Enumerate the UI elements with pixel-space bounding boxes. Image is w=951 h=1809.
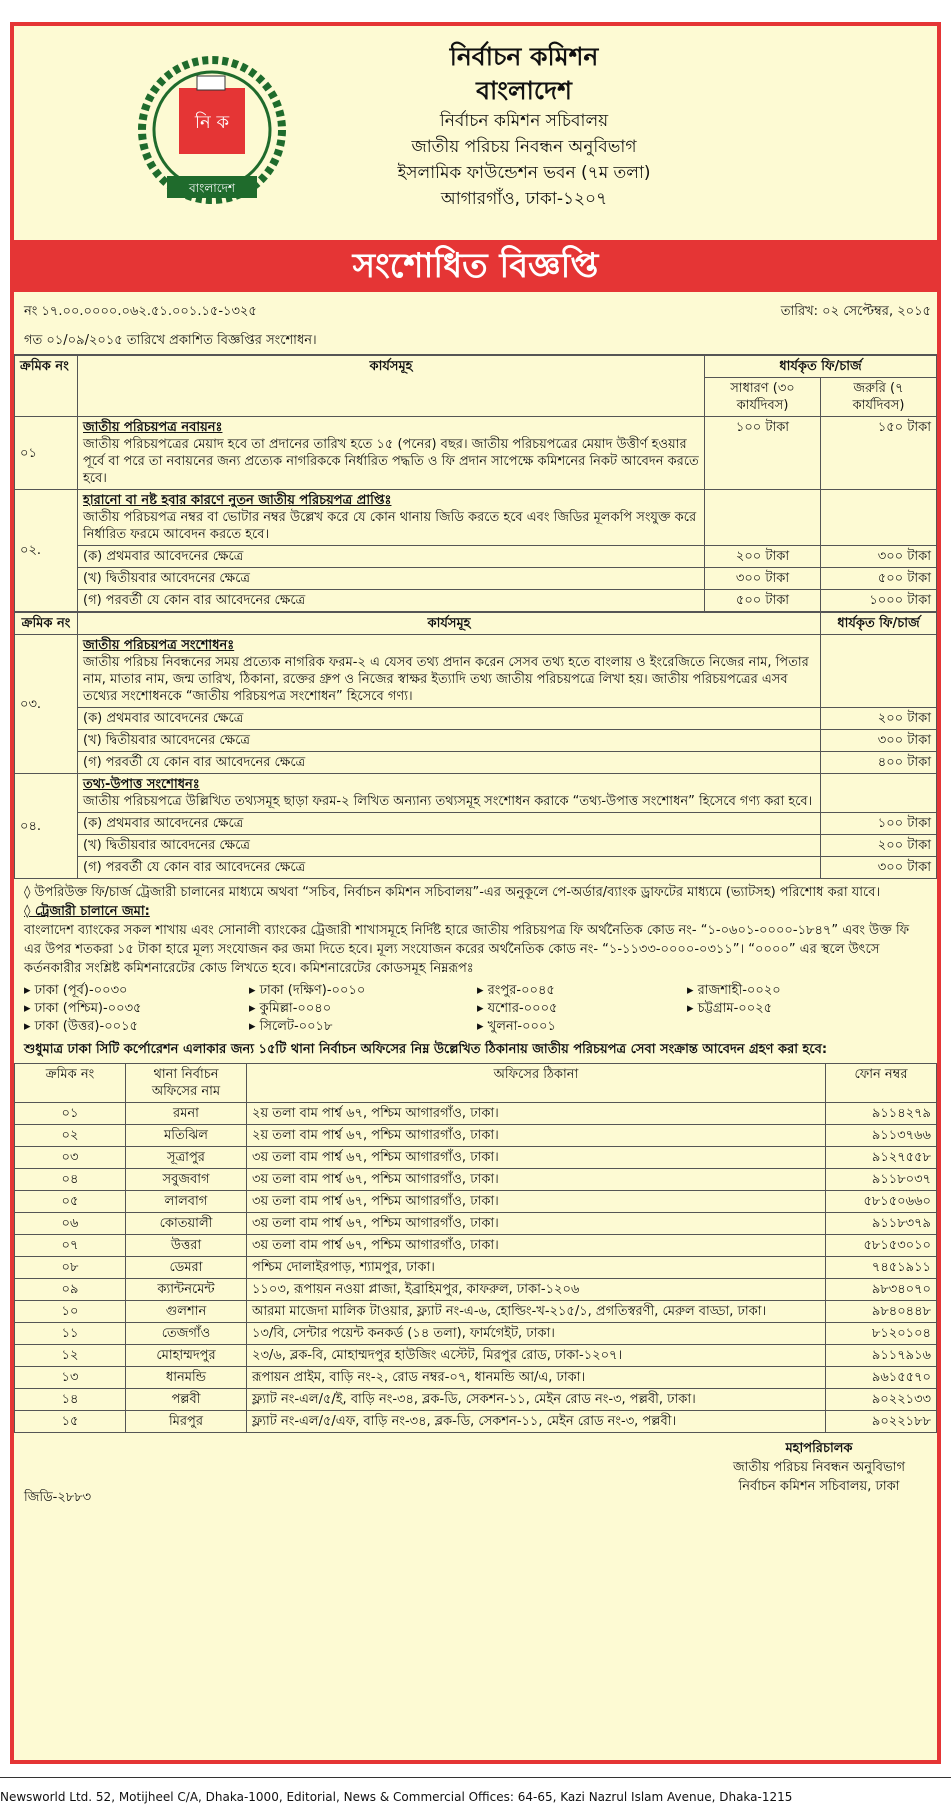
election-commission-logo xyxy=(137,48,287,213)
office-address: ২য় তলা বাম পার্শ্ব ৬৭, পশ্চিম আগারগাঁও, ঢাকা। xyxy=(247,1125,826,1147)
office-phone: ৯১১৩৭৬৬ xyxy=(826,1125,937,1147)
office-name: গুলশান xyxy=(126,1301,247,1323)
table-row xyxy=(15,1191,937,1213)
table-row xyxy=(15,1367,937,1389)
office-serial: ০৩ xyxy=(15,1147,126,1169)
r4-a: (ক) প্রথমবার আবেদনের ক্ষেত্রে xyxy=(78,813,821,835)
office-address: ৩য় তলা বাম পার্শ্ব ৬৭, পশ্চিম আগারগাঁও, ঢাকা। xyxy=(247,1147,826,1169)
r3-b-fee: ৩০০ টাকা xyxy=(821,730,937,752)
office-phone: ৯০২২১৮৮ xyxy=(826,1411,937,1433)
signatory-title: মহাপরিচালক xyxy=(785,1441,853,1456)
office-name: উত্তরা xyxy=(126,1235,247,1257)
office-address: ৩য় তলা বাম পার্শ্ব ৬৭, পশ্চিম আগারগাঁও, ঢাকা। xyxy=(247,1169,826,1191)
office-serial: ১৫ xyxy=(15,1411,126,1433)
table-row xyxy=(15,1279,937,1301)
code-item: ▸ যশোর-০০০৫ xyxy=(477,1001,558,1016)
r4-fee-empty xyxy=(821,774,937,813)
org-name: নির্বাচন কমিশন xyxy=(449,42,599,71)
r3-task xyxy=(78,635,821,708)
memo-line xyxy=(14,292,937,328)
office-serial: ১০ xyxy=(15,1301,126,1323)
th-office-address: অফিসের ঠিকানা xyxy=(247,1064,826,1103)
office-address: ৩য় তলা বাম পার্শ্ব ৬৭, পশ্চিম আগারগাঁও, ঢাকা। xyxy=(247,1213,826,1235)
r3-title: জাতীয় পরিচয়পত্র সংশোধনঃ xyxy=(83,638,235,653)
office-serial: ০৫ xyxy=(15,1191,126,1213)
table-row xyxy=(15,1411,937,1433)
payment-p1: ◊ উপরিউক্ত ফি/চার্জ ট্রেজারী চালানের মাধ্যমে অথবা “সচিব, নির্বাচন কমিশন সচিবালয়”-এর অনুকূলে পে-অর্ডার/ব্যাংক ড্রাফটের মাধ্যমে (ভ্যাটসহ) পরিশোধ করা যাবে। xyxy=(24,885,881,900)
office-address: ২৩/৬, ব্লক-বি, মোহাম্মদপুর হাউজিং এস্টেট, মিরপুর রোড, ঢাকা-১২০৭। xyxy=(247,1345,826,1367)
th-task: কার্যসমূহ xyxy=(78,356,705,417)
r3-c-fee: ৪০০ টাকা xyxy=(821,752,937,774)
r2-a-urgent: ৩০০ টাকা xyxy=(821,546,937,568)
memo-date: তারিখ: ০২ সেপ্টেম্বর, ২০১৫ xyxy=(780,304,931,319)
table-row xyxy=(15,1147,937,1169)
signatory-office: নির্বাচন কমিশন সচিবালয়, ঢাকা xyxy=(738,1479,900,1494)
office-serial: ১১ xyxy=(15,1323,126,1345)
r3-a: (ক) প্রথমবার আবেদনের ক্ষেত্রে xyxy=(78,708,821,730)
table-row xyxy=(15,1103,937,1125)
dhaka-note: শুধুমাত্র ঢাকা সিটি কর্পোরেশন এলাকার জন্য ১৫টি থানা নির্বাচন অফিসের নিম্ন উল্লেখিত ঠিকানায় জাতীয় পরিচয়পত্র সেবা সংক্রান্ত আবেদন গ্রহণ করা হবে: xyxy=(24,1042,828,1057)
office-name: ধানমন্ডি xyxy=(126,1367,247,1389)
office-phone: ৮১২০১০৪ xyxy=(826,1323,937,1345)
office-phone: ৫৮১৫০৬৬০ xyxy=(826,1191,937,1213)
office-address: ১৩/বি, সেন্টার পয়েন্ট কনকর্ড (১৪ তলা), ফার্মগেইট, ঢাকা। xyxy=(247,1323,826,1345)
office-name: মিরপুর xyxy=(126,1411,247,1433)
r2-c-urgent: ১০০০ টাকা xyxy=(821,590,937,612)
office-serial: ০৪ xyxy=(15,1169,126,1191)
code-item: ▸ কুমিল্লা-০০৪০ xyxy=(249,1001,332,1016)
code-item: ▸ সিলেট-০০১৮ xyxy=(249,1019,333,1034)
r4-text: জাতীয় পরিচয়পত্রে উল্লিখিত তথ্যসমূহ ছাড়া ফরম-২ লিখিত অন্যান্য তথ্যসমূহ সংশোধন করাকে “তথ্য-উপাত্ত সংশোধন” হিসেবে গণ্য করা হবে। xyxy=(83,794,813,809)
r2-serial: ০২. xyxy=(15,490,78,612)
r1-normal: ১০০ টাকা xyxy=(705,417,821,490)
th-office-serial: ক্রমিক নং xyxy=(15,1064,126,1103)
code-item: ▸ ঢাকা (পূর্ব)-০০৩০ xyxy=(24,983,128,998)
office-name: সবুজবাগ xyxy=(126,1169,247,1191)
r4-c: (গ) পরবর্তী যে কোন বার আবেদনের ক্ষেত্রে xyxy=(78,857,821,879)
office-serial: ১৩ xyxy=(15,1367,126,1389)
r4-serial: ০৪. xyxy=(15,774,78,879)
table-row xyxy=(15,1345,937,1367)
office-phone: ৯৮৪০৪৪৮ xyxy=(826,1301,937,1323)
table-row xyxy=(15,1389,937,1411)
th2-serial: ক্রমিক নং xyxy=(15,613,78,635)
fee-table-1 xyxy=(14,355,937,612)
office-phone: ৫৮১৫৩০১০ xyxy=(826,1235,937,1257)
office-address: ফ্ল্যাট নং-এল/৫/এফ, বাড়ি নং-৩৪, ব্লক-ডি, সেকশন-১১, মেইন রোড নং-৩, পল্লবী। xyxy=(247,1411,826,1433)
table-row xyxy=(15,1257,937,1279)
th2-fee: ধার্যকৃত ফি/চার্জ xyxy=(821,613,937,635)
payment-p2-text: বাংলাদেশ ব্যাংকের সকল শাখায় এবং সোনালী ব্যাংকের ট্রেজারী শাখাসমূহে নির্দিষ্ট হারে জাতীয় পরিচয়পত্র ফি অর্থনৈতিক কোড নং- “১-০৬০১-০০০০-১৮৪৭” এবং উক্ত ফি এর উপর শতকরা ১৫ টাকা হারে মূল্য সংযোজন কর জমা দিতে হবে। মূল্য সংযোজন করের অর্থনৈতিক কোড নং- “১-১১৩৩-০০০০-০৩১১”। “০০০০” এর স্থলে উৎসে কর্তনকারীর সংশ্লিষ্ট কমিশনারেটের কোড লিখতে হবে। কমিশনারেটের কোডসমূহ নিম্নরূপঃ xyxy=(24,923,910,976)
header-text xyxy=(314,40,734,212)
r3-b: (খ) দ্বিতীয়বার আবেদনের ক্ষেত্রে xyxy=(78,730,821,752)
amendment-note: গত ০১/০৯/২০১৫ তারিখে প্রকাশিত বিজ্ঞপ্তির সংশোধন। xyxy=(14,328,937,355)
payment-info xyxy=(14,879,937,982)
office-phone: ৯৮৩৪০৭০ xyxy=(826,1279,937,1301)
signature-block xyxy=(14,1433,937,1513)
r2-task xyxy=(78,490,705,546)
secretariat: নির্বাচন কমিশন সচিবালয় xyxy=(439,111,609,131)
office-name: রমনা xyxy=(126,1103,247,1125)
office-name: ক্যান্টনমেন্ট xyxy=(126,1279,247,1301)
table-row xyxy=(15,1169,937,1191)
r2-normal-empty xyxy=(705,490,821,546)
office-name: মতিঝিল xyxy=(126,1125,247,1147)
office-table xyxy=(14,1063,937,1433)
r4-title: তথ্য-উপাত্ত সংশোধনঃ xyxy=(83,777,200,792)
th-serial: ক্রমিক নং xyxy=(15,356,78,417)
notice-frame xyxy=(10,22,941,1764)
code-item xyxy=(687,1018,887,1036)
office-address: ৩য় তলা বাম পার্শ্ব ৬৭, পশ্চিম আগারগাঁও, ঢাকা। xyxy=(247,1191,826,1213)
r1-urgent: ১৫০ টাকা xyxy=(821,417,937,490)
r2-text: জাতীয় পরিচয়পত্র নম্বর বা ভোটার নম্বর উল্লেখ করে যে কোন থানায় জিডি করতে হবে এবং জিডির মূলকপি সংযুক্ত করে নির্ধারিত ফরমে আবেদন করতে হবে। xyxy=(83,510,697,542)
th2-task: কার্যসমূহ xyxy=(78,613,821,635)
office-name: মোহাম্মদপুর xyxy=(126,1345,247,1367)
r2-a-normal: ২০০ টাকা xyxy=(705,546,821,568)
office-name: সূত্রাপুর xyxy=(126,1147,247,1169)
office-address: আরমা মাজেদা মালিক টাওয়ার, ফ্ল্যাট নং-এ-৬, হোল্ডিং-খ-২১৫/১, প্রগতিস্বরণী, মেরুল বাড্ডা, ঢাকা। xyxy=(247,1301,826,1323)
office-address: ১১০৩, রূপায়ন নওয়া প্লাজা, ইব্রাহিমপুর, কাফরুল, ঢাকা-১২০৬ xyxy=(247,1279,826,1301)
commissionerate-codes xyxy=(14,982,937,1036)
table-row xyxy=(15,1301,937,1323)
address: আগারগাঁও, ঢাকা-১২০৭ xyxy=(440,189,608,209)
office-phone: ৯১২৭৫৫৮ xyxy=(826,1147,937,1169)
r4-c-fee: ৩০০ টাকা xyxy=(821,857,937,879)
th-office-name: থানা নির্বাচন অফিসের নাম xyxy=(126,1064,247,1103)
r4-b: (খ) দ্বিতীয়বার আবেদনের ক্ষেত্রে xyxy=(78,835,821,857)
office-serial: ০২ xyxy=(15,1125,126,1147)
r2-title: হারানো বা নষ্ট হবার কারণে নুতন জাতীয় পরিচয়পত্র প্রাপ্তিঃ xyxy=(83,493,392,508)
office-serial: ১৪ xyxy=(15,1389,126,1411)
signatory-wing: জাতীয় পরিচয় নিবন্ধন অনুবিভাগ xyxy=(732,1460,905,1475)
r3-serial: ০৩. xyxy=(15,635,78,774)
office-address: রূপায়ন প্রাইম, বাড়ি নং-২, রোড নম্বর-০৭, ধানমন্ডি আ/এ, ঢাকা। xyxy=(247,1367,826,1389)
wing: জাতীয় পরিচয় নিবন্ধন অনুবিভাগ xyxy=(411,137,637,157)
logo-ribbon-text: বাংলাদেশ xyxy=(189,181,235,195)
r2-c: (গ) পরবর্তী যে কোন বার আবেদনের ক্ষেত্রে xyxy=(78,590,705,612)
r3-c: (গ) পরবর্তী যে কোন বার আবেদনের ক্ষেত্রে xyxy=(78,752,821,774)
country-name: বাংলাদেশ xyxy=(476,76,572,105)
th-urgent: জরুরি (৭ কার্যদিবস) xyxy=(821,378,937,417)
r3-a-fee: ২০০ টাকা xyxy=(821,708,937,730)
gd-number: জিডি-২৮৮৩ xyxy=(24,1490,92,1505)
office-serial: ০৭ xyxy=(15,1235,126,1257)
code-item: ▸ ঢাকা (উত্তর)-০০১৫ xyxy=(24,1019,138,1034)
table-row xyxy=(15,1323,937,1345)
code-item: ▸ ঢাকা (দক্ষিণ)-০০১০ xyxy=(249,983,366,998)
office-serial: ০১ xyxy=(15,1103,126,1125)
memo-number: নং ১৭.০০.০০০০.০৬২.৫১.০০১.১৫-১৩২৫ xyxy=(24,304,257,319)
r2-urgent-empty xyxy=(821,490,937,546)
r4-a-fee: ১০০ টাকা xyxy=(821,813,937,835)
office-phone: ৭৪৫১৯১১ xyxy=(826,1257,937,1279)
office-serial: ০৯ xyxy=(15,1279,126,1301)
office-phone: ৯৬১৫৫৭০ xyxy=(826,1367,937,1389)
building: ইসলামিক ফাউন্ডেশন ভবন (৭ম তলা) xyxy=(397,163,651,183)
code-item: ▸ রংপুর-০০৪৫ xyxy=(477,983,555,998)
code-item: ▸ রাজশাহী-০০২০ xyxy=(687,983,781,998)
code-item: ▸ ঢাকা (পশ্চিম)-০০৩৫ xyxy=(24,1001,142,1016)
office-serial: ১২ xyxy=(15,1345,126,1367)
table-row xyxy=(15,1235,937,1257)
r2-c-normal: ৫০০ টাকা xyxy=(705,590,821,612)
office-address: ৩য় তলা বাম পার্শ্ব ৬৭, পশ্চিম আগারগাঁও, ঢাকা। xyxy=(247,1235,826,1257)
office-address: ফ্ল্যাট নং-এল/৫/ই, বাড়ি নং-৩৪, ব্লক-ডি, সেকশন-১১, মেইন রোড নং-৩, পল্লবী, ঢাকা। xyxy=(247,1389,826,1411)
office-phone: ৯১১৮০৩৭ xyxy=(826,1169,937,1191)
r1-text: জাতীয় পরিচয়পত্রের মেয়াদ হবে তা প্রদানের তারিখ হতে ১৫ (পনের) বছর। জাতীয় পরিচয়পত্রের মেয়াদ উত্তীর্ণ হওয়ার পূর্বে বা পরে তা নবায়নের জন্য প্রত্যেক নাগরিককে নির্ধারিত পদ্ধতি ও ফি প্রদান সাপেক্ষে কমিশনের নিকট আবেদন করতে হবে। xyxy=(83,437,699,486)
office-phone: ৯০২২১৩৩ xyxy=(826,1389,937,1411)
logo-box-text: নি ক xyxy=(194,112,230,133)
r4-task xyxy=(78,774,821,813)
r1-serial: ০১ xyxy=(15,417,78,490)
th-normal: সাধারণ (৩০ কার্যদিবস) xyxy=(705,378,821,417)
th-office-phone: ফোন নম্বর xyxy=(826,1064,937,1103)
r2-a: (ক) প্রথমবার আবেদনের ক্ষেত্রে xyxy=(78,546,705,568)
r2-b: (খ) দ্বিতীয়বার আবেদনের ক্ষেত্রে xyxy=(78,568,705,590)
office-name: লালবাগ xyxy=(126,1191,247,1213)
office-name: তেজগাঁও xyxy=(126,1323,247,1345)
r1-task xyxy=(78,417,705,490)
fee-table-2 xyxy=(14,612,937,879)
code-item: ▸ চট্টগ্রাম-০০২৫ xyxy=(687,1001,773,1016)
office-address: পশ্চিম দোলাইরপাড়, শ্যামপুর, ঢাকা। xyxy=(247,1257,826,1279)
r1-title: জাতীয় পরিচয়পত্র নবায়নঃ xyxy=(83,420,223,435)
th-fee: ধার্যকৃত ফি/চার্জ xyxy=(705,356,937,378)
r3-fee-empty xyxy=(821,635,937,708)
r2-b-urgent: ৫০০ টাকা xyxy=(821,568,937,590)
r2-b-normal: ৩০০ টাকা xyxy=(705,568,821,590)
office-serial: ০৬ xyxy=(15,1213,126,1235)
footer-divider xyxy=(0,1777,951,1778)
payment-p2-title: ◊ ট্রেজারী চালানে জমা: xyxy=(24,904,150,919)
office-phone: ৯১১৮৩৭৯ xyxy=(826,1213,937,1235)
r3-text: জাতীয় পরিচয় নিবন্ধনের সময় প্রত্যেক নাগরিক ফরম-২ এ যেসব তথ্য প্রদান করেন সেসব তথ্য হতে বাংলায় ও ইংরেজিতে নিজের নাম, পিতার নাম, মাতার নাম, জন্ম তারিখ, ঠিকানা, রক্তের গ্রুপ ও নিজের স্বাক্ষর ইত্যাদি তথ্য জাতীয় পরিচয়পত্রে লিখা হয়। জাতীয় পরিচয়পত্রের এসব তথ্যের সংশোধনকে “জাতীয় পরিচয়পত্র সংশোধন” হিসেবে গণ্য। xyxy=(83,655,809,704)
office-serial: ০৮ xyxy=(15,1257,126,1279)
table-row xyxy=(15,1125,937,1147)
signatory xyxy=(733,1439,905,1496)
header xyxy=(14,26,937,240)
office-name: ডেমরা xyxy=(126,1257,247,1279)
publisher-line: Newsworld Ltd. 52, Motijheel C/A, Dhaka-1000, Editorial, News & Commercial Offices: 64-65, Kazi Nazrul Islam Avenue, Dhaka-1215 xyxy=(0,1790,793,1804)
office-name: কোতয়ালী xyxy=(126,1213,247,1235)
r4-b-fee: ২০০ টাকা xyxy=(821,835,937,857)
office-phone: ৯১১৭৯১৬ xyxy=(826,1345,937,1367)
office-phone: ৯১১৪২৭৯ xyxy=(826,1103,937,1125)
code-item: ▸ খুলনা-০০০১ xyxy=(477,1019,556,1034)
office-address: ২য় তলা বাম পার্শ্ব ৬৭, পশ্চিম আগারগাঁও, ঢাকা। xyxy=(247,1103,826,1125)
banner-title: সংশোধিত বিজ্ঞপ্তি xyxy=(14,240,937,292)
table-row xyxy=(15,1213,937,1235)
office-table-body xyxy=(15,1103,937,1433)
office-name: পল্লবী xyxy=(126,1389,247,1411)
